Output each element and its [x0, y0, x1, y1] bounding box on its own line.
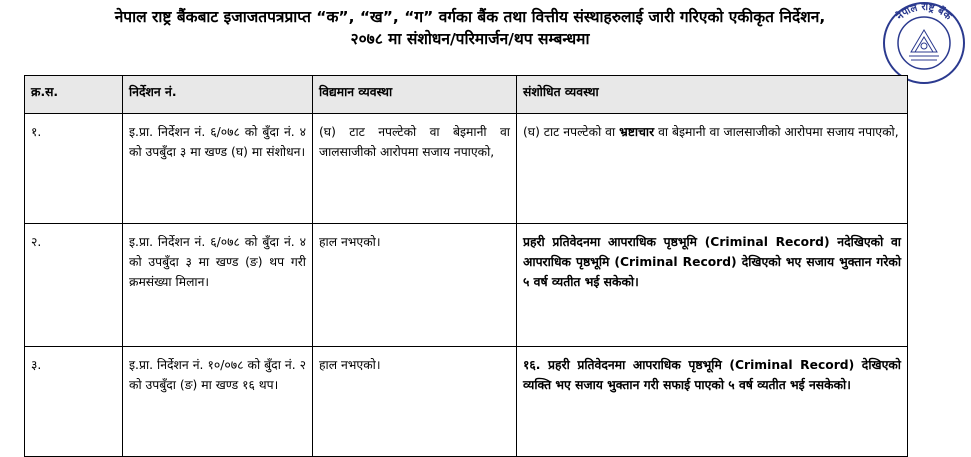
row-directive: इ.प्रा. निर्देशन नं. ६/०७८ को बुँदा नं. ४ को उपबुँदा ३ मा खण्ड (घ) मा संशोधन।: [123, 114, 313, 224]
row-existing: हाल नभएको।: [313, 224, 517, 347]
row-directive: इ.प्रा. निर्देशन नं. ६/०७८ को बुँदा नं. ४ को उपबुँदा ३ मा खण्ड (ङ) थप गरी क्रमसंख्या मिलान।: [123, 224, 313, 347]
revised-text-post: वा बेइमानी वा जालसाजीको आरोपमा सजाय नपाएको,: [654, 125, 899, 139]
row-revised: [517, 114, 908, 224]
header-revised-provision: संशोधित व्यवस्था: [517, 76, 908, 114]
table-row: [25, 114, 908, 224]
heading-line-2: २०७८ मा संशोधन/परिमार्जन/थप सम्बन्धमा: [350, 30, 590, 48]
table-row: [25, 347, 908, 457]
row-revised: प्रहरी प्रतिवेदनमा आपराधिक पृष्ठभूमि (Criminal Record) नदेखिएको वा आपराधिक पृष्ठभूमि (Criminal Record) देखिएको भए सजाय भुक्तान गरेको ५ वर्ष व्यतीत भई सकेको।: [517, 224, 908, 347]
amendment-table: [24, 75, 908, 457]
document-heading: [0, 6, 940, 50]
revised-text-pre: (घ) टाट नपल्टेको वा: [523, 125, 620, 139]
row-serial: १.: [25, 114, 123, 224]
seal-text: नेपाल राष्ट्र बैंक: [894, 1, 954, 23]
header-existing-provision: विद्यमान व्यवस्था: [313, 76, 517, 114]
table-header-row: [25, 76, 908, 114]
row-existing: (घ) टाट नपल्टेको वा बेइमानी वा जालसाजीको आरोपमा सजाय नपाएको,: [313, 114, 517, 224]
header-directive-no: निर्देशन नं.: [123, 76, 313, 114]
svg-text:नेपाल राष्ट्र बैंक: [893, 2, 955, 23]
row-existing: हाल नभएको।: [313, 347, 517, 457]
row-revised: १६. प्रहरी प्रतिवेदनमा आपराधिक पृष्ठभूमि (Criminal Record) देखिएको व्यक्ति भए सजाय भुक्तान गरी सफाई पाएको ५ वर्ष व्यतीत भई नसकेको।: [517, 347, 908, 457]
revised-text-emphasis: भ्रष्टाचार: [619, 125, 655, 139]
row-directive: इ.प्रा. निर्देशन नं. १०/०७८ को बुँदा नं. २ को उपबुँदा (ङ) मा खण्ड १६ थप।: [123, 347, 313, 457]
nrb-seal-logo: [881, 0, 967, 86]
row-serial: ३.: [25, 347, 123, 457]
heading-line-1: नेपाल राष्ट्र बैंकबाट इजाजतपत्रप्राप्त “क”, “ख”, “ग” वर्गका बैंक तथा वित्तीय संस्थाहरुलाई जारी गरिएको एकीकृत निर्देशन,: [114, 8, 826, 26]
row-serial: २.: [25, 224, 123, 347]
header-serial: क्र.स.: [25, 76, 123, 114]
table-row: [25, 224, 908, 347]
